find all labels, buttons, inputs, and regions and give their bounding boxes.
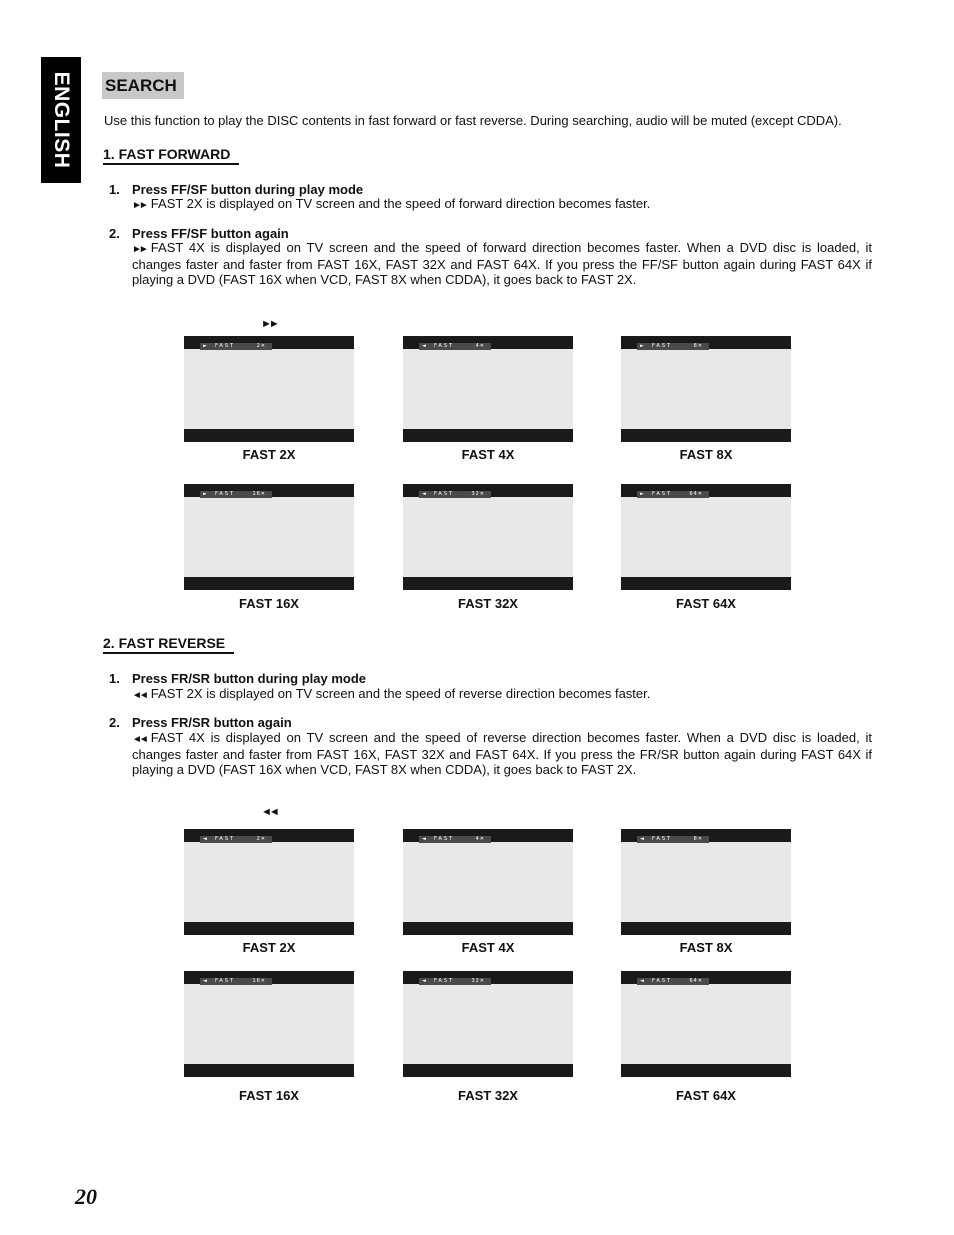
osd-label: FAST [652, 836, 673, 842]
play-direction-icon: ► [640, 491, 644, 497]
section-title: SEARCH [102, 72, 184, 99]
tv-screen [621, 336, 791, 442]
osd-label: FAST [215, 978, 236, 984]
osd-label: FAST [652, 491, 673, 497]
play-direction-icon: ◄ [422, 343, 426, 349]
ff-step-2-number: 2. [109, 226, 120, 241]
screen-caption: FAST 4X [461, 447, 515, 462]
fr-step-2-title: Press FR/SR button again [132, 715, 292, 730]
ff-step-2-text: FAST 4X is displayed on TV screen and the speed of forward direction becomes faster. When a DVD disc is loaded, it changes faster and faster from FAST 16X, FAST 32X and FAST 64X. If you press the FF/SF button again during FAST 64X if playing a DVD (FAST 16X when VCD, FAST 8X when CDDA), it goes back to FAST 2X. [132, 240, 872, 287]
fast-reverse-icon: ◄◄ [261, 806, 277, 818]
screen-caption: FAST 8X [679, 447, 733, 462]
osd-bar [200, 491, 272, 498]
fr-step-1-title: Press FR/SR button during play mode [132, 671, 367, 686]
play-direction-icon: ► [203, 343, 207, 349]
play-direction-icon: ◄ [203, 836, 207, 842]
tv-screen [184, 336, 354, 442]
play-direction-icon: ► [640, 343, 644, 349]
language-tab [41, 57, 81, 183]
play-direction-icon: ◄ [422, 978, 426, 984]
fast-reverse-icon: ◄◄ [132, 690, 146, 701]
tv-screen [403, 829, 573, 935]
osd-bar [419, 836, 491, 843]
osd-bar [419, 343, 491, 350]
osd-speed: 32✕ [471, 978, 485, 984]
osd-label: FAST [434, 836, 455, 842]
osd-bar [200, 343, 272, 350]
osd-speed: 64✕ [689, 978, 703, 984]
fr-step-2-body [132, 730, 872, 777]
play-direction-icon: ◄ [640, 836, 644, 842]
language-tab-label: ENGLISH [50, 71, 73, 169]
tv-screen [621, 971, 791, 1077]
fast-forward-icon: ►► [261, 318, 277, 330]
osd-speed: 8✕ [693, 836, 703, 842]
play-direction-icon: ► [203, 491, 207, 497]
tv-screen [621, 484, 791, 590]
tv-screen [184, 829, 354, 935]
fast-reverse-icon: ◄◄ [132, 734, 146, 745]
osd-bar [200, 836, 272, 843]
osd-speed: 4✕ [475, 343, 485, 349]
tv-screen [403, 971, 573, 1077]
ff-step-1-number: 1. [109, 182, 120, 197]
osd-speed: 2✕ [256, 836, 266, 842]
osd-bar [637, 836, 709, 843]
osd-speed: 32✕ [471, 491, 485, 497]
ff-step-1-title: Press FF/SF button during play mode [132, 182, 364, 197]
osd-bar [637, 978, 709, 985]
osd-label: FAST [652, 343, 673, 349]
osd-label: FAST [215, 343, 236, 349]
play-direction-icon: ◄ [422, 836, 426, 842]
screen-caption: FAST 32X [458, 1088, 518, 1103]
page-number: 20 [75, 1184, 97, 1209]
intro-text: Use this function to play the DISC contents in fast forward or fast reverse. During searching, audio will be muted (except CDDA). [104, 113, 842, 128]
tv-screen [621, 829, 791, 935]
tv-screen [184, 971, 354, 1077]
osd-bar [637, 343, 709, 350]
screen-caption: FAST 64X [676, 1088, 736, 1103]
osd-bar [637, 491, 709, 498]
tv-screen [184, 484, 354, 590]
fr-step-1-number: 1. [109, 671, 120, 686]
osd-label: FAST [434, 343, 455, 349]
osd-label: FAST [215, 491, 236, 497]
ff-step-1-body [132, 196, 872, 213]
osd-speed: 8✕ [693, 343, 703, 349]
ff-step-2-body [132, 240, 872, 287]
ff-step-2-title: Press FF/SF button again [132, 226, 289, 241]
fast-reverse-heading: 2. FAST REVERSE [103, 635, 234, 654]
osd-label: FAST [215, 836, 236, 842]
tv-screen [403, 484, 573, 590]
screen-caption: FAST 8X [679, 940, 733, 955]
play-direction-icon: ◄ [203, 978, 207, 984]
osd-speed: 2✕ [256, 343, 266, 349]
screen-caption: FAST 32X [458, 596, 518, 611]
fast-forward-heading: 1. FAST FORWARD [103, 146, 239, 165]
osd-bar [419, 978, 491, 985]
fr-step-2-text: FAST 4X is displayed on TV screen and the speed of reverse direction becomes faster. When a DVD disc is loaded, it changes faster and faster from FAST 16X, FAST 32X and FAST 64X. If you press the FR/SR button again during FAST 64X if playing a DVD (FAST 16X when VCD, FAST 8X when CDDA), it goes back to FAST 2X. [132, 730, 872, 777]
tv-screen [403, 336, 573, 442]
screen-caption: FAST 4X [461, 940, 515, 955]
play-direction-icon: ◄ [422, 491, 426, 497]
osd-speed: 16✕ [252, 978, 266, 984]
play-direction-icon: ◄ [640, 978, 644, 984]
osd-bar [419, 491, 491, 498]
screen-caption: FAST 2X [242, 447, 296, 462]
screen-caption: FAST 2X [242, 940, 296, 955]
osd-speed: 16✕ [252, 491, 266, 497]
osd-label: FAST [652, 978, 673, 984]
screen-caption: FAST 64X [676, 596, 736, 611]
osd-speed: 64✕ [689, 491, 703, 497]
screen-caption: FAST 16X [239, 1088, 299, 1103]
osd-speed: 4✕ [475, 836, 485, 842]
fast-forward-icon: ►► [132, 200, 146, 211]
fr-step-1-text: FAST 2X is displayed on TV screen and the speed of reverse direction becomes faster. [150, 686, 651, 701]
ff-step-1-text: FAST 2X is displayed on TV screen and the speed of forward direction becomes faster. [150, 196, 651, 211]
osd-label: FAST [434, 491, 455, 497]
osd-bar [200, 978, 272, 985]
fr-step-2-number: 2. [109, 715, 120, 730]
screen-caption: FAST 16X [239, 596, 299, 611]
fr-step-1-body [132, 686, 872, 703]
osd-label: FAST [434, 978, 455, 984]
fast-forward-icon: ►► [132, 244, 146, 255]
